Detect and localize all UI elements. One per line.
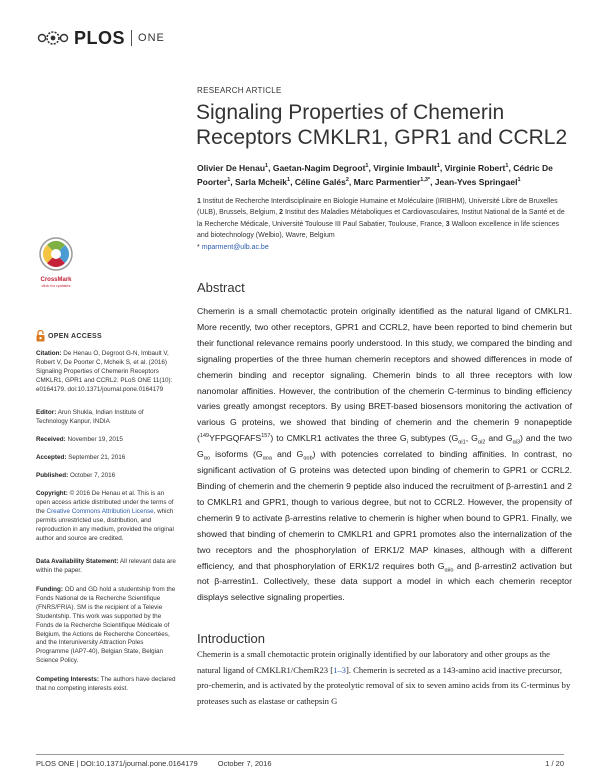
open-access-badge: [36, 330, 102, 342]
introduction-heading: Introduction: [197, 631, 265, 646]
abstract-heading: Abstract: [197, 280, 245, 295]
article-title: Signaling Properties of Chemerin Receptors CMKLR1, GPR1 and CCRL2: [196, 101, 568, 149]
published-block: Published: October 7, 2016: [36, 472, 116, 479]
author[interactable]: Virginie Robert$^1$: [444, 162, 509, 173]
data-availability-block: Data Availability Statement: All relevant data are within the paper.: [36, 558, 176, 574]
crossmark-badge[interactable]: [36, 237, 76, 288]
article-type: RESEARCH ARTICLE: [197, 86, 282, 95]
author[interactable]: Virginie Imbault$^1$: [373, 162, 440, 173]
page-number: 1 / 20: [545, 759, 564, 768]
open-lock-icon: [36, 330, 45, 342]
affiliations: 1 Institut de Recherche Interdisciplinaire en Biologie Humaine et Moléculaire (IRIBHM), Université Libre de Bruxelles (ULB), Brussels, Belgium, 2 Institut des Maladies Métaboliques et Cardiovasculaires, Institut National de la Santé et de la Recherche Médicale, Université Toulouse III Paul Sabatier, Toulouse, France, 3 Walloon excellence in life sciences and biotechnology (Welbio), Wavre, Belgium: [197, 198, 565, 239]
citation-block: Citation: De Henau O, Degroot G-N, Imbault V, Robert V, De Poorter C, Mcheik S, et al. (2016) Signaling Properties of Chemerin Receptors CMKLR1, GPR1 and CCRL2. PLoS ONE 11(10): e0164179. doi:10.1371/journal.pone.0164179: [36, 350, 173, 393]
crossmark-icon: [39, 237, 73, 271]
license-link[interactable]: Creative Commons Attribution License: [46, 507, 154, 515]
plos-logo-text: PLOS: [74, 27, 126, 48]
corresponding-email[interactable]: * mparment@ulb.ac.be: [197, 244, 269, 251]
footer-divider: [36, 754, 564, 755]
author-list: Olivier De Henau$^1$, Gaetan-Nagim Degroot$^1$, Virginie Imbault$^1$, Virginie Robert$^1$, Cédric De Poorter$^1$, Sarla Mcheik$^1$, Céline Galés$^2$, Marc Parmentier$^{1,3*}$, Jean-Yves Springael$^1$: [197, 162, 553, 188]
competing-interests-block: Competing Interests: The authors have declared that no competing interests exist.: [36, 676, 176, 692]
reference-link[interactable]: 1–3: [333, 664, 346, 675]
footer-doi: PLOS ONE | DOI:10.1371/journal.pone.0164179: [36, 759, 198, 768]
introduction-text: Chemerin is a small chemotactic protein originally identified by our laboratory and other groups as the natural ligand of CMKLR1/ChemR23 [1–3]. Chemerin is secreted as a 143-amino acid inactive precursor, pro-chemerin, and is activated by the proteolytic removal of six to seven amino acids from its C-terminus by proteases such as elastase or cathepsin G: [197, 649, 571, 706]
crossmark-sub: click for updates: [41, 283, 71, 288]
crossmark-label: CrossMark: [40, 277, 72, 283]
page-footer: [36, 759, 564, 768]
accepted-block: Accepted: September 21, 2016: [36, 454, 126, 461]
author[interactable]: Céline Galés$^2$: [294, 177, 349, 188]
copyright-block: Copyright: © 2016 De Henau et al. This is an open access article distributed under the terms of the Creative Commons Attribution License, which permits unrestricted use, distribution, and reproduction in any medium, provided the original author and source are credited.: [36, 490, 174, 542]
author[interactable]: Gaetan-Nagim Degroot$^1$: [272, 162, 369, 173]
funding-block: Funding: OD and GD hold a studentship from the Fonds National de la Recherche Scientifique (FNRS/FRIA). SM is the recipient of a Televie Studentship. This work was supported by the Fonds de la Recherche Scientifique Médicale of Belgium, the Actions de Recherche Concertées, and the Interuniversity Attraction Poles Programme (IAP7-40), Belgian State, Belgian Science Policy.: [36, 586, 176, 665]
author[interactable]: Olivier De Henau$^1$: [197, 162, 269, 173]
editor-block: Editor: Arun Shukla, Indian Institute of Technology Kanpur, INDIA: [36, 409, 144, 425]
author[interactable]: Marc Parmentier$^{1,3*}$: [353, 177, 431, 188]
footer-date: October 7, 2016: [217, 759, 272, 768]
plos-logo[interactable]: [36, 26, 165, 50]
received-block: Received: November 19, 2015: [36, 436, 123, 443]
logo-divider: [131, 30, 132, 46]
plos-logo-icon: [36, 26, 70, 50]
author[interactable]: Jean-Yves Springael$^1$: [434, 177, 521, 188]
journal-name: ONE: [138, 32, 165, 44]
author[interactable]: Cédric De Poorter$^1$: [197, 162, 553, 188]
open-access-label: OPEN ACCESS: [48, 332, 102, 340]
author[interactable]: Sarla Mcheik$^1$: [235, 177, 291, 188]
abstract-text: Chemerin is a small chemotactic protein originally identified as the natural ligand of CMKLR1. More recently, two other receptors, GPR1 and CCRL2, have been reported to bind chemerin but their functional relevance remains poorly understood. In this study, we compared the binding and signaling properties of the three human chemerin receptors and showed differences in mode of chemerin binding and receptor signaling. Chemerin binds to all three receptors with low nanomolar affinities. However, the contribution of the chemerin C-terminus to binding efficiency varies greatly amongst receptors. By using BRET-based biosensors monitoring the activation of various G proteins, we showed that binding of chemerin and the chemerin 9 nonapeptide ($^{149}$YFPGQFAFS$^{157}$) to CMKLR1 activates the three $G_i$ subtypes ($G_{\alpha i1}$, $G_{\alpha i2}$ and $G_{\alpha i3}$) and the two $G_{\alpha o}$ isoforms ($G_{\alpha oa}$ and $G_{\alpha ob}$) with potencies correlated to binding affinities. In contrast, no significant activation of G proteins was detected upon binding of chemerin to GPR1 or CCRL2. Binding of chemerin and the chemerin 9 peptide also induced the recruitment of β-arrestin1 and 2 to CMKLR1 and GPR1, though to various degree, but not to CCRL2. However, the propensity of chemerin 9 to activate β-arrestins relative to chemerin is higher when bound to GPR1. Finally, we showed that binding of chemerin to CMKLR1 and GPR1 promotes also the internalization of the two receptors and the phosphorylation of ERK1/2 MAP kinases, although with a different efficiency, and that phosphorylation of ERK1/2 requires both $G_{\alpha i/o}$ and β-arrestin2 activation but not β-arrestin1. Collectively, these data support a model in which each chemerin receptor displays selective signaling properties.: [197, 306, 572, 603]
email-link[interactable]: mparment@ulb.ac.be: [201, 244, 269, 251]
